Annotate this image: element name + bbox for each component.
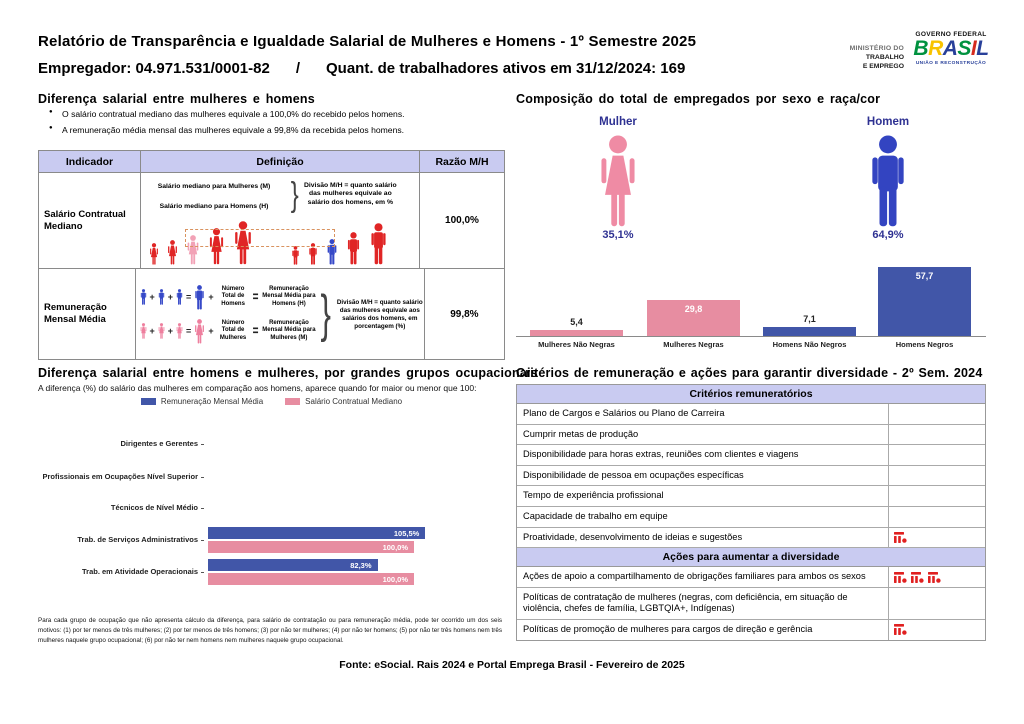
criteria-label: Ações de apoio a compartilhamento de obrigações familiares para ambos os sexos: [517, 567, 889, 587]
axis-tick: [201, 477, 204, 478]
criteria-label: Políticas de contratação de mulheres (negras, com deficiência, em situação de violência, chefes de família, LGBTQIA+, Indígenas): [517, 588, 889, 619]
men-formula: + + = + Número Total de Homens = Remuneração Mensal Média para Homens (H): [140, 285, 317, 310]
report-title: Relatório de Transparência e Igualdade Salarial de Mulheres e Homens - 1º Semestre 2025: [38, 33, 697, 50]
criteria-label: Proatividade, desenvolvimento de ideias e sugestões: [517, 528, 889, 548]
female-label: Mulher: [599, 116, 637, 128]
criteria-label: Cumprir metas de produção: [517, 425, 889, 445]
definition-median: [141, 173, 420, 268]
criteria-section-header: Ações para aumentar a diversidade: [517, 548, 985, 567]
median-highlight-box: [185, 229, 335, 247]
brace-glyph: }: [290, 176, 299, 214]
bar-value-label: 105,5%: [393, 528, 420, 538]
col-indicador: Indicador: [39, 151, 141, 172]
criteria-row: [517, 620, 985, 640]
male-icon: [158, 289, 165, 305]
axis-tick: [201, 572, 204, 573]
indicator-median: Salário Contratual Mediano: [39, 173, 141, 268]
criteria-label: Disponibilidade de pessoa em ocupações específicas: [517, 466, 889, 486]
criteria-row: [517, 445, 985, 466]
composition-chart: [516, 252, 986, 356]
criteria-row: [517, 567, 985, 588]
criteria-marks: [889, 486, 985, 506]
definition-mean: [136, 269, 425, 359]
axis-tick: [201, 540, 204, 541]
category-label: Técnicos de Nível Médio: [38, 496, 204, 520]
active-workers: Quant. de trabalhadores ativos em 31/12/2024: 169: [325, 60, 686, 77]
table-row-median: [39, 173, 504, 269]
composition-title: Composição do total de empregados por sexo e raça/cor: [516, 92, 881, 106]
female-icon: [167, 240, 178, 265]
criteria-row: [517, 507, 985, 528]
male-icon: [194, 285, 205, 310]
bar-category-label: Homens Negros: [895, 340, 954, 349]
table-row-mean: [39, 269, 504, 359]
male-icon: [369, 223, 388, 265]
axis-tick: [201, 444, 204, 445]
salary-gap-table: [38, 150, 505, 360]
criteria-marks: [889, 466, 985, 486]
diversity-marker-icon: [928, 572, 941, 583]
bar-value-label: 57,7: [915, 270, 934, 281]
male-icon: [140, 289, 147, 305]
occupational-subtitle: A diferença (%) do salário das mulheres em comparação aos homens, aparece quando for maior ou menor que 100:: [38, 383, 477, 393]
male-pct: 64,9%: [872, 229, 904, 241]
legend-label-median: Salário Contratual Mediano: [305, 397, 403, 406]
legend-item-median: [285, 397, 402, 406]
women-formula: + + = + Número Total de Mulheres = Remuneração Mensal Média para Mulheres (M): [140, 319, 317, 344]
criteria-row: [517, 588, 985, 620]
ministry-line1: MINISTÉRIO DO: [849, 45, 904, 52]
bar-2: [763, 327, 856, 336]
bar-category-label: Mulheres Não Negras: [538, 340, 615, 349]
female-icon: [194, 319, 205, 344]
brasil-logo: BRASIL: [913, 37, 989, 60]
bar-value-label: 5,4: [570, 316, 583, 327]
criteria-marks: [889, 620, 985, 640]
female-icon: [149, 243, 159, 265]
median-note: Divisão M/H = quanto salário das mulheres equivale ao salário dos homens, em %: [303, 182, 397, 206]
bar-0: [530, 330, 623, 336]
axis-tick: [201, 508, 204, 509]
male-icon: [291, 246, 300, 265]
salary-gap-bullets: [48, 109, 488, 141]
criteria-label: Políticas de promoção de mulheres para cargos de direção e gerência: [517, 620, 889, 640]
female-icon: [158, 323, 165, 339]
criteria-row: [517, 486, 985, 507]
criteria-label: Plano de Cargos e Salários ou Plano de Carreira: [517, 404, 889, 424]
female-icon: [140, 323, 147, 339]
governo-federal-logo: [908, 31, 994, 66]
bar-value-label: 29,8: [684, 304, 703, 315]
legend-item-mean: [141, 397, 263, 406]
criteria-marks: [889, 445, 985, 465]
bullet-median: ● O salário contratual mediano das mulheres equivale a 100,0% do recebido pelos homens.: [62, 109, 488, 119]
criteria-marks: [889, 404, 985, 424]
x-axis: [516, 336, 986, 337]
diversity-marker-icon: [894, 572, 907, 583]
gov-logo-top: GOVERNO FEDERAL: [915, 31, 987, 38]
bar-value-label: 82,3%: [350, 560, 372, 570]
bar-value-label: 100,0%: [382, 542, 408, 552]
mean-formulas: [140, 285, 317, 344]
female-icon: [594, 135, 642, 228]
male-icon: [176, 289, 183, 305]
employer-id: Empregador: 04.971.531/0001-82: [38, 60, 270, 77]
legend-swatch-pink: [285, 398, 300, 405]
criteria-label: Tempo de experiência profissional: [517, 486, 889, 506]
median-men-label: Salário mediano para Homens (H): [159, 203, 269, 210]
criteria-section-header: Critérios remuneratórios: [517, 385, 985, 404]
subtitle-separator: /: [295, 60, 300, 77]
gap-table-header: [39, 151, 504, 173]
gov-logo-bottom: UNIÃO E RECONSTRUÇÃO: [915, 61, 987, 67]
criteria-title: Critérios de remuneração e ações para garantir diversidade - 2º Sem. 2024: [516, 366, 983, 380]
male-icon: [864, 135, 912, 228]
median-figures: [149, 219, 415, 265]
bar-value-label: 7,1: [803, 314, 816, 325]
category-label: Dirigentes e Gerentes: [38, 432, 204, 456]
criteria-row: [517, 404, 985, 425]
ministry-line3: E EMPREGO: [862, 62, 904, 70]
legend-swatch-blue: [141, 398, 156, 405]
ratio-mean: 99,8%: [450, 308, 479, 320]
category-label: Trab. em Atividade Operacionais: [38, 560, 204, 584]
ratio-median: 100,0%: [445, 215, 479, 226]
criteria-marks: [889, 425, 985, 445]
criteria-row: [517, 528, 985, 549]
male-icon: [346, 232, 361, 265]
report-subtitle: [38, 60, 685, 77]
chart-footnote: Para cada grupo de ocupação que não apresenta cálculo da diferença, para salário de contratação ou para remuneração média, pode ter ocorrido um dos seis motivos: (1) por ter menos de três mulheres; (2) por ter menos de três homens; (3) por não ter mulheres; (4) por não ter homens; (5) por não ter três homens nem três mulheres naquele grupo ocupacional; (6) por não ter nem homens nem mulheres naquele grupo ocupacional.: [38, 617, 502, 644]
salary-gap-title: Diferença salarial entre mulheres e homens: [38, 92, 315, 106]
category-label: Trab. de Serviços Administrativos: [38, 528, 204, 552]
criteria-marks: [889, 528, 985, 548]
criteria-marks: [889, 588, 985, 619]
diversity-marker-icon: [894, 624, 907, 635]
bar-category-label: Homens Não Negros: [772, 340, 847, 349]
criteria-marks: [889, 507, 985, 527]
male-label: Homem: [866, 116, 910, 128]
category-label: Profissionais em Ocupações Nível Superior: [38, 465, 204, 489]
source-note: Fonte: eSocial. Rais 2024 e Portal Emprega Brasil - Fevereiro de 2025: [339, 659, 685, 671]
criteria-label: Capacidade de trabalho em equipe: [517, 507, 889, 527]
criteria-label: Disponibilidade para horas extras, reuniões com clientes e viagens: [517, 445, 889, 465]
bar-category-label: Mulheres Negras: [663, 340, 724, 349]
col-razao: Razão M/H: [435, 155, 489, 168]
criteria-row: [517, 425, 985, 446]
chart-legend: [38, 397, 505, 406]
indicator-mean: Remuneração Mensal Média: [39, 269, 136, 359]
median-women-label: Salário mediano para Mulheres (M): [157, 183, 271, 190]
criteria-table: [516, 384, 986, 641]
legend-label-mean: Remuneração Mensal Média: [160, 397, 264, 406]
ministry-line2: TRABALHO: [865, 53, 904, 61]
female-icon: [176, 323, 183, 339]
bullet-mean: ● A remuneração média mensal das mulheres equivale a 99,8% da recebida pelos homens.: [62, 125, 488, 135]
brace-glyph: }: [320, 284, 332, 343]
diversity-marker-icon: [894, 532, 907, 543]
occupational-title: Diferença salarial entre homens e mulheres, por grandes grupos ocupacionais: [38, 366, 538, 380]
occupational-chart: [38, 412, 505, 608]
criteria-row: [517, 466, 985, 487]
mean-note: Divisão M/H = quanto salário das mulheres equivale aos salários dos homens, em porcentagem (%): [336, 299, 423, 330]
col-definicao: Definição: [141, 151, 420, 172]
criteria-marks: [889, 567, 985, 587]
bar-value-label: 100,0%: [382, 574, 408, 584]
diversity-marker-icon: [911, 572, 924, 583]
ministry-logo: [836, 45, 904, 71]
female-pct: 35,1%: [602, 229, 634, 241]
